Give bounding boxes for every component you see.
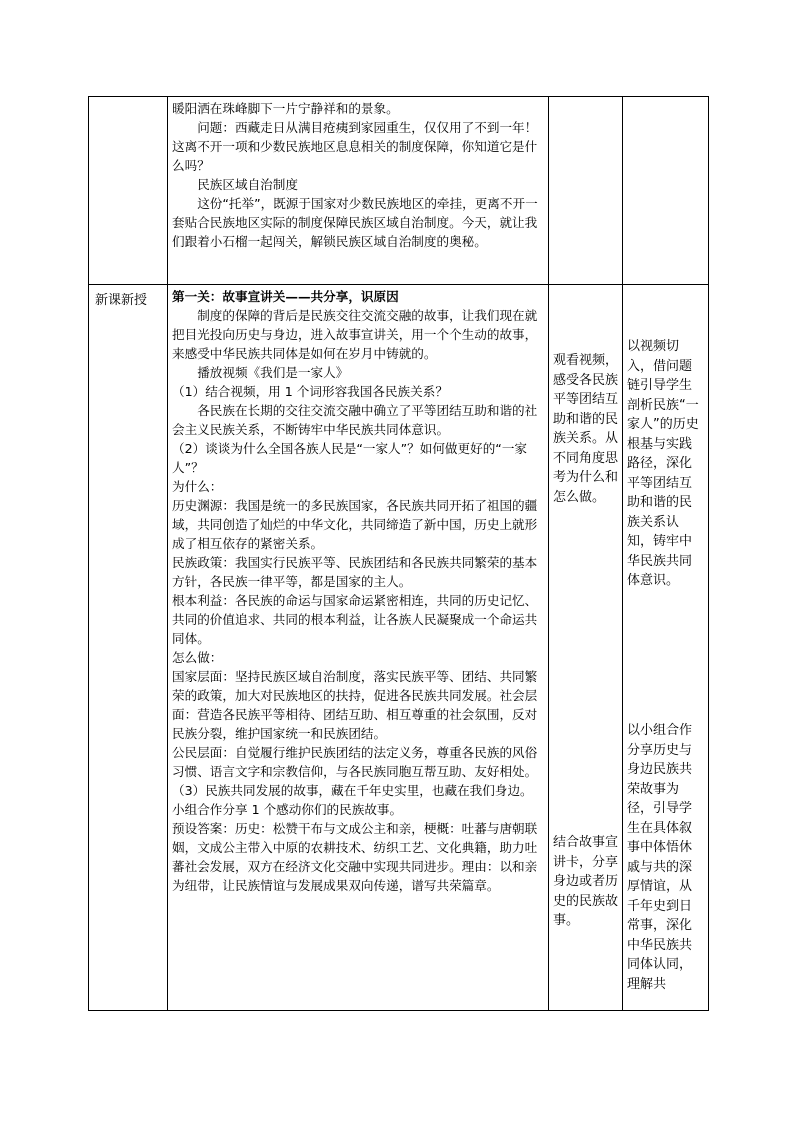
paragraph: 预设答案：历史：松赞干布与文成公主和亲，梗概：吐蕃与唐朝联姻，文成公主带入中原的农耕技术、纺织工艺、文化典籍，助力吐蕃社会发展，双方在经济文化交融中实现共同进步。理由：以和亲为纽带，让民族情谊与发展成果双向传递，谱写共荣篇章。 [172, 821, 538, 893]
stage-cell [89, 285, 168, 1011]
content-cell [168, 285, 549, 1011]
lesson-plan-table [88, 96, 709, 1011]
paragraph: （3）民族共同发展的故事，藏在千年史实里，也藏在我们身边。小组合作分享 1 个感动你们的民族故事。 [172, 783, 533, 817]
design-intent-cell-empty [623, 97, 709, 285]
stage-cell-empty [89, 97, 168, 285]
student-activity-cell-empty [549, 97, 623, 285]
student-activity-video: 观看视频，感受各民族平等团结互助和谐的民族关系。从不同角度思考为什么和怎么做。 [553, 353, 619, 505]
design-intent-video: 以视频切入，借问题链引导学生剖析民族“一家人”的历史根基与实践路径，深化平等团结互助和谐的民族关系认知，铸牢中华民族共同体意识。 [627, 339, 699, 588]
paragraph: 制度的保障的背后是民族交往交流交融的故事，让我们现在就把目光投向历史与身边，进入故事宣讲关，用一个个生动的故事，来感受中华民族共同体是如何在岁月中铸就的。 [172, 308, 538, 361]
table-row [89, 285, 709, 1011]
paragraph: 问题：西藏走日从满目疮痍到家园重生，仅仅用了不到一年！这离不开一项和少数民族地区息息相关的制度保障，你知道它是什么吗？ [172, 120, 538, 173]
paragraph: 播放视频《我们是一家人》 [197, 365, 349, 380]
paragraph: 民族政策：我国实行民族平等、民族团结和各民族共同繁荣的基本方针，各民族一律平等，都是国家的主人。 [172, 555, 538, 589]
paragraph: 民族区域自治制度 [197, 177, 298, 192]
paragraph: 这份“托举”，既源于国家对少数民族地区的牵挂，更离不开一套贴合民族地区实际的制度保障民族区域自治制度。今天，就让我们跟着小石榴一起闯关，解锁民族区域自治制度的奥秘。 [172, 196, 538, 249]
student-activity-cell [549, 285, 623, 1011]
paragraph: 各民族在长期的交往交流交融中确立了平等团结互助和谐的社会主义民族关系，不断铸牢中华民族共同体意识。 [172, 403, 538, 437]
content-paragraphs [168, 97, 548, 253]
paragraph: 公民层面：自觉履行维护民族团结的法定义务，尊重各民族的风俗习惯、语言文字和宗教信仰，与各民族同胞互帮互助、友好相处。 [172, 745, 538, 779]
paragraph: 历史渊源：我国是统一的多民族国家，各民族共同开拓了祖国的疆域，共同创造了灿烂的中华文化，共同缔造了新中国，历史上就形成了相互依存的紧密关系。 [172, 498, 538, 551]
stage-label: 新课新授 [95, 293, 148, 308]
paragraph: 根本利益：各民族的命运与国家命运紧密相连，共同的历史记忆、共同的价值追求、共同的根本利益，让各族人民凝聚成一个命运共同体。 [172, 593, 538, 646]
content-cell [168, 97, 549, 285]
design-intent-story: 以小组合作分享历史与身边民族共荣故事为径，引导学生在具体叙事中体悟休戚与共的深厚情谊，从千年史到日常事，深化中华民族共同体认同，理解共 [627, 723, 693, 992]
paragraph: 第一关：故事宣讲关——共分享，识原因 [172, 289, 399, 304]
paragraph: 怎么做： [172, 650, 223, 665]
table-row [89, 97, 709, 285]
paragraph: （1）结合视频，用 1 个词形容我国各民族关系？ [172, 384, 448, 399]
paragraph: （2）谈谈为什么全国各族人民是“一家人”？如何做更好的“一家人”？ [172, 441, 528, 475]
paragraph: 国家层面：坚持民族区域自治制度，落实民族平等、团结、共同繁荣的政策，加大对民族地区的扶持，促进各民族共同发展。社会层面：营造各民族平等相待、团结互助、相互尊重的社会氛围，反对民族分裂，维护国家统一和民族团结。 [172, 669, 538, 741]
content-paragraphs [168, 285, 548, 897]
paragraph: 为什么： [172, 479, 223, 494]
student-activity-story: 结合故事宣讲卡，分享身边或者历史的民族故事。 [553, 835, 619, 928]
paragraph: 暖阳洒在珠峰脚下一片宁静祥和的景象。 [172, 101, 399, 116]
design-intent-cell [623, 285, 709, 1011]
